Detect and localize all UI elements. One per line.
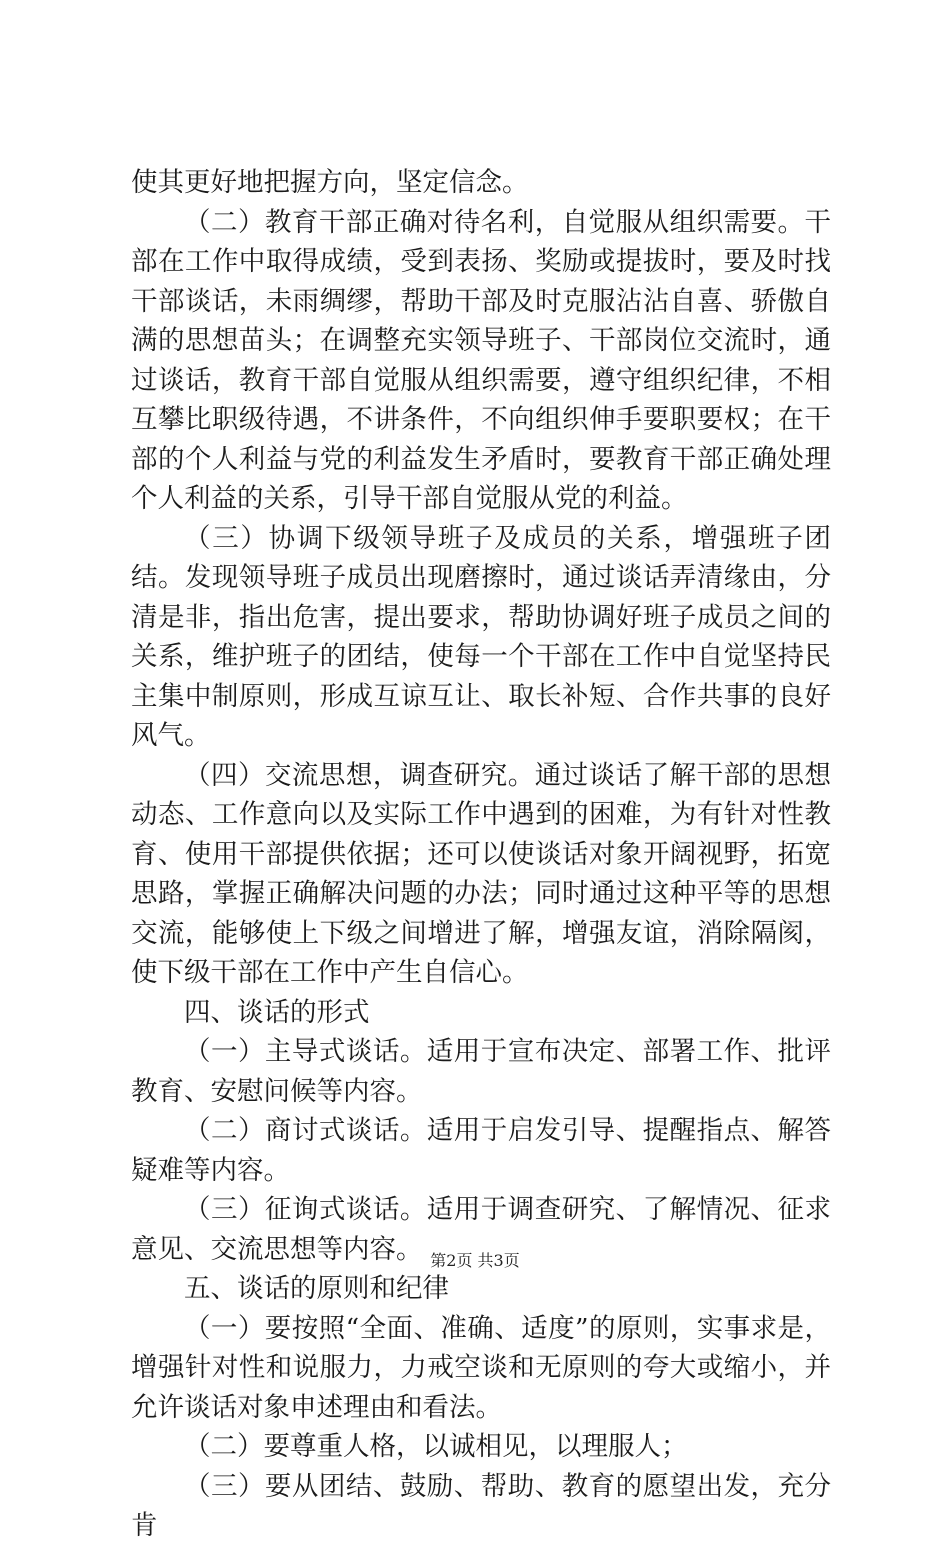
document-body bbox=[131, 163, 831, 1546]
page-number-footer: 第2页 共3页 bbox=[430, 1251, 520, 1270]
section-heading: 四、谈话的形式 bbox=[184, 996, 370, 1028]
paragraph: （二）商讨式谈话。适用于启发引导、提醒指点、解答疑难等内容。 bbox=[131, 1115, 831, 1186]
paragraph: （二）要尊重人格，以诚相见，以理服人； bbox=[184, 1431, 688, 1462]
section-heading: 五、谈话的原则和纪律 bbox=[184, 1273, 449, 1304]
paragraph: （三）要从团结、鼓励、帮助、教育的愿望出发，充分肯 bbox=[131, 1470, 831, 1541]
paragraph: （二）教育干部正确对待名利，自觉服从组织需要。干部在工作中取得成绩，受到表扬、奖励或提拔时，要及时找干部谈话，未雨绸缪，帮助干部及时克服沾沾自喜、骄傲自满的思想苗头；在调整充实领导班子、干部岗位交流时，通过谈话，教育干部自觉服从组织需要，遵守组织纪律，不相互攀比职级待遇，不讲条件，不向组织伸手要职要权；在干部的个人利益与党的利益发生矛盾时，要教育干部正确处理个人利益的关系，引导干部自觉服从党的利益。 bbox=[131, 206, 831, 514]
paragraph: （四）交流思想，调查研究。通过谈话了解干部的思想动态、工作意向以及实际工作中遇到的困难，为有针对性教育、使用干部提供依据；还可以使谈话对象开阔视野，拓宽思路，掌握正确解决问题的办法；同时通过这种平等的思想交流，能够使上下级之间增进了解，增强友谊，消除隔阂，使下级干部在工作中产生自信心。 bbox=[131, 759, 831, 988]
paragraph: 使其更好地把握方向，坚定信念。 bbox=[131, 167, 529, 198]
paragraph: （三）征询式谈话。适用于调查研究、了解情况、征求意见、交流思想等内容。 bbox=[131, 1194, 831, 1265]
paragraph: （三）协调下级领导班子及成员的关系，增强班子团结。发现领导班子成员出现磨擦时，通过谈话弄清缘由，分清是非，指出危害，提出要求，帮助协调好班子成员之间的关系，维护班子的团结，使每一个干部在工作中自觉坚持民主集中制原则，形成互谅互让、取长补短、合作共事的良好风气。 bbox=[131, 522, 831, 751]
paragraph: （一）要按照“全面、准确、适度”的原则，实事求是，增强针对性和说服力，力戒空谈和无原则的夸大或缩小，并允许谈话对象申述理由和看法。 bbox=[131, 1312, 831, 1423]
paragraph: （一）主导式谈话。适用于宣布决定、部署工作、批评教育、安慰问候等内容。 bbox=[131, 1036, 831, 1107]
